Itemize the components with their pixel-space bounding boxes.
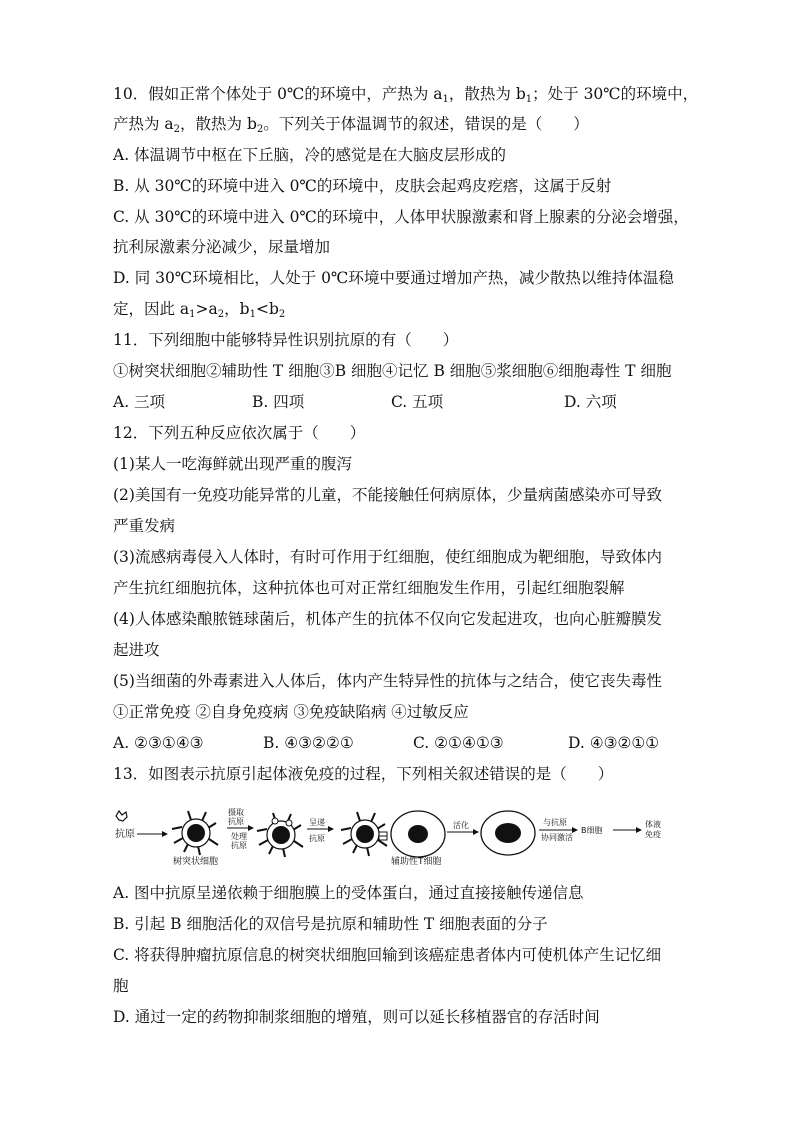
q11-option-a: A. 三项 (113, 393, 166, 411)
label-capture-2: 抗原 (228, 817, 244, 826)
label-co-stimulation: 协同激活 (541, 833, 573, 842)
q10-option-d-line1: D. 同 30℃环境相比，人处于 0℃环境中要通过增加产热，减少散热以维持体温稳 (113, 269, 674, 287)
dendritic-cell-icon-1 (172, 811, 218, 855)
label-dendritic-cell: 树突状细胞 (173, 857, 219, 867)
q11-option-c: C. 五项 (391, 393, 444, 411)
label-present-1: 呈递 (309, 818, 325, 827)
q12-option-a: A. ②③①④③ (113, 734, 204, 752)
q11-option-d: D. 六项 (564, 393, 617, 411)
q10-line1: 10．假如正常个体处于 0℃的环境中，产热为 $a_1$，散热为 $b_1$；处于 30℃的环境中， (113, 85, 699, 105)
q12-stem: 12．下列五种反应依次属于（ ） (113, 424, 366, 442)
q13-option-c-line2: 胞 (113, 977, 129, 995)
q11-options (113, 392, 673, 412)
q12-statement-3-line2: 产生抗红细胞抗体，这种抗体也可对正常红细胞发生作用，引起红细胞裂解 (113, 579, 625, 597)
humoral-immunity-diagram (113, 806, 693, 868)
label-process-2: 抗原 (231, 841, 247, 850)
q10-option-d-line2: 定，因此 $a_1>a_2$，$b_1<b_2$ (113, 300, 286, 320)
q12-statement-2-line1: (2)美国有一免疫功能异常的儿童，不能接触任何病原体，少量病菌感染亦可导致 (113, 486, 662, 504)
q12-statement-2-line2: 严重发病 (113, 517, 176, 535)
q13-option-b: B. 引起 B 细胞活化的双信号是抗原和辅助性 T 细胞表面的分子 (113, 915, 548, 933)
q10-option-b: B. 从 30℃的环境中进入 0℃的环境中，皮肤会起鸡皮疙瘩，这属于反射 (113, 177, 612, 195)
label-capture-1: 摄取 (228, 808, 244, 817)
label-humoral-2: 免疫 (645, 830, 661, 839)
q12-immune-types: ①正常免疫 ②自身免疫病 ③免疫缺陷病 ④过敏反应 (113, 703, 469, 721)
activated-helper-t-cell-icon (481, 811, 535, 855)
dendritic-cell-icon-2 (257, 813, 303, 857)
q12-statement-5: (5)当细菌的外毒素进入人体后，体内产生特异性的抗体与之结合，使它丧失毒性 (113, 672, 662, 690)
q10-option-a: A. 体温调节中枢在下丘脑，冷的感觉是在大脑皮层形成的 (113, 146, 507, 164)
label-present-2: 抗原 (309, 834, 325, 843)
antigen-icon (116, 811, 127, 821)
label-activate: 活化 (453, 821, 469, 830)
label-humoral-1: 体液 (645, 820, 661, 829)
q12-option-b: B. ④③②②① (263, 734, 354, 752)
q12-option-c: C. ②①④①③ (413, 734, 504, 752)
label-with-antigen: 与抗原 (543, 818, 567, 827)
q12-options (113, 733, 693, 753)
q11-stem: 11．下列细胞中能够特异性识别抗原的有（ ） (113, 331, 459, 349)
helper-t-cell-icon (391, 811, 445, 857)
q13-option-d: D. 通过一定的药物抑制浆细胞的增殖，则可以延长移植器官的存活时间 (113, 1008, 600, 1026)
label-b-cell: B细胞 (581, 826, 603, 835)
label-process-1: 处理 (231, 832, 247, 841)
label-helper-t-cell: 辅助性T细胞 (391, 857, 442, 867)
q11-option-b: B. 四项 (252, 393, 305, 411)
dendritic-cell-icon-3 (341, 812, 387, 856)
q12-statement-1: (1)某人一吃海鲜就出现严重的腹泻 (113, 455, 352, 473)
label-antigen: 抗原 (115, 829, 135, 840)
q13-option-a: A. 图中抗原呈递依赖于细胞膜上的受体蛋白，通过直接接触传递信息 (113, 884, 584, 902)
q12-statement-4-line2: 起进攻 (113, 641, 160, 659)
q10-line2: 产热为 $a_2$，散热为 $b_2$。下列关于体温调节的叙述，错误的是（ ） (113, 115, 589, 135)
q10-option-c-line1: C. 从 30℃的环境中进入 0℃的环境中，人体甲状腺激素和肾上腺素的分泌会增强， (113, 208, 689, 226)
q11-cell-list: ①树突状细胞②辅助性 T 细胞③B 细胞④记忆 B 细胞⑤浆细胞⑥细胞毒性 T 细胞 (113, 362, 672, 380)
q12-statement-3-line1: (3)流感病毒侵入人体时，有时可作用于红细胞，使红细胞成为靶细胞，导致体内 (113, 548, 662, 566)
q12-option-d: D. ④③②①① (568, 734, 660, 752)
q13-stem: 13．如图表示抗原引起体液免疫的过程，下列相关叙述错误的是（ ） (113, 765, 614, 783)
q13-option-c-line1: C. 将获得肿瘤抗原信息的树突状细胞回输到该癌症患者体内可使机体产生记忆细 (113, 946, 662, 964)
q10-option-c-line2: 抗利尿激素分泌减少，尿量增加 (113, 238, 331, 256)
q12-statement-4-line1: (4)人体感染酿脓链球菌后，机体产生的抗体不仅向它发起进攻，也向心脏瓣膜发 (113, 610, 662, 628)
